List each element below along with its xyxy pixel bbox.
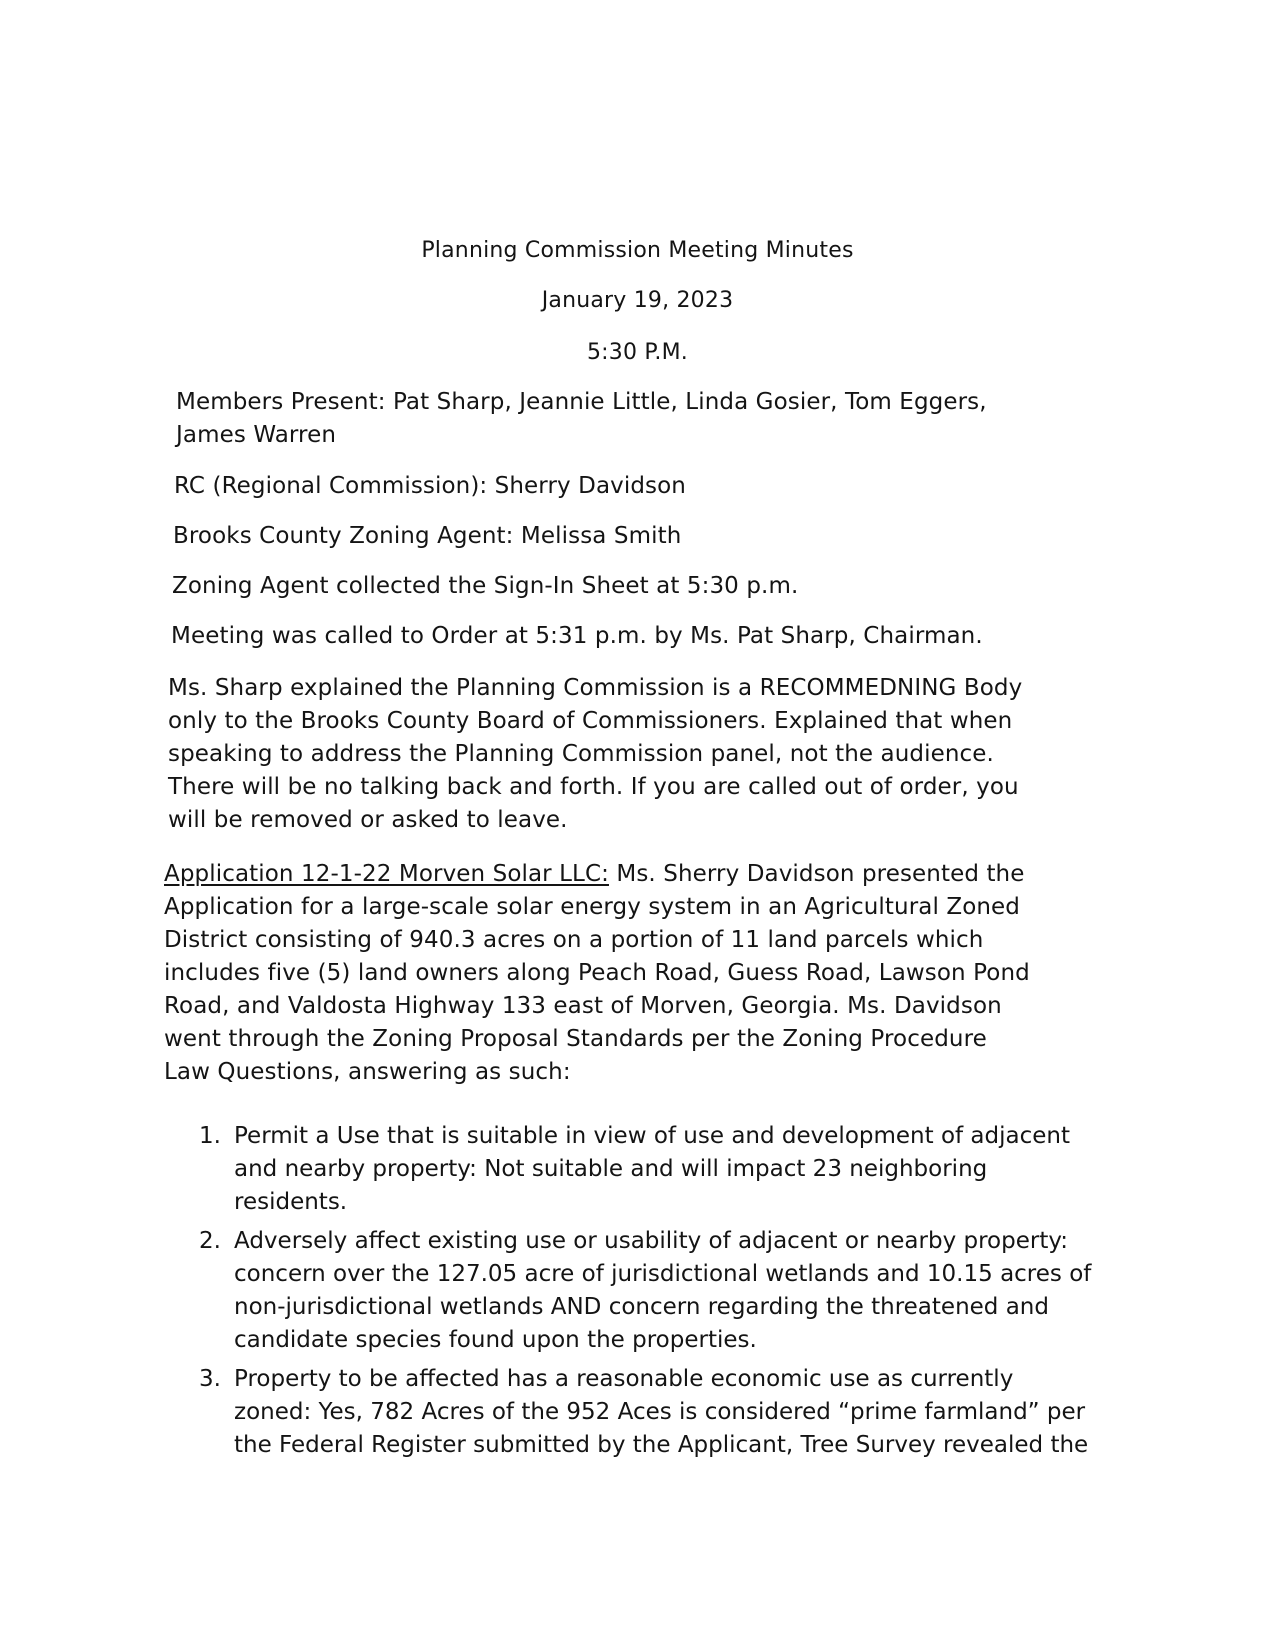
- list-item-number: 1.: [199, 1123, 221, 1149]
- chair-explanation: Ms. Sharp explained the Planning Commission is a RECOMMEDNING Body only to the Brooks County Board of Commissioners. Explained that when speaking to address the Planning Commission panel, not the audience. There will be no talking back and forth. If you are called out of order, you will be removed or asked to leave.: [168, 675, 1023, 833]
- call-to-order: Meeting was called to Order at 5:31 p.m. by Ms. Pat Sharp, Chairman.: [171, 623, 983, 649]
- list-item-number: 2.: [199, 1228, 221, 1254]
- members-present: Members Present: Pat Sharp, Jeannie Little, Linda Gosier, Tom Eggers, James Warren: [176, 389, 987, 448]
- application-paragraph: [164, 858, 1034, 1089]
- list-item-text: Adversely affect existing use or usability of adjacent or nearby property: concern over the 127.05 acre of jurisdictional wetlands and 10.15 acres of non-jurisdictional wetlands AND concern regarding the threatened and candidate species found upon the properties.: [234, 1228, 1092, 1353]
- sign-in-note: Zoning Agent collected the Sign-In Sheet at 5:30 p.m.: [172, 573, 799, 599]
- zoning-standards-list: [199, 1120, 1094, 1468]
- list-item-text: Permit a Use that is suitable in view of use and development of adjacent and nearby property: Not suitable and will impact 23 neighboring residents.: [234, 1123, 1070, 1215]
- zoning-agent: Brooks County Zoning Agent: Melissa Smith: [173, 523, 682, 549]
- list-item-number: 3.: [199, 1366, 221, 1392]
- list-item: [199, 1363, 1094, 1462]
- meeting-time: 5:30 P.M.: [586, 340, 688, 365]
- document-title: Planning Commission Meeting Minutes: [421, 238, 854, 263]
- meeting-date: January 19, 2023: [541, 288, 734, 313]
- application-text: Ms. Sherry Davidson presented the Application for a large-scale solar energy system in an Agricultural Zoned District consisting of 940.3 acres on a portion of 11 land parcels which includes five (5) land owners along Peach Road, Guess Road, Lawson Pond Road, and Valdosta Highway 133 east of Morven, Georgia. Ms. Davidson went through the Zoning Proposal Standards per the Zoning Procedure Law Questions, answering as such:: [164, 861, 1030, 1085]
- application-heading: Application 12-1-22 Morven Solar LLC:: [164, 861, 609, 887]
- list-item: [199, 1120, 1094, 1219]
- regional-commission: RC (Regional Commission): Sherry Davidson: [174, 473, 686, 499]
- list-item: [199, 1225, 1094, 1357]
- list-item-text: Property to be affected has a reasonable economic use as currently zoned: Yes, 782 Acres of the 952 Aces is considered “prime farmland” per the Federal Register submitted by the Applicant, Tree Survey revealed the: [234, 1366, 1089, 1458]
